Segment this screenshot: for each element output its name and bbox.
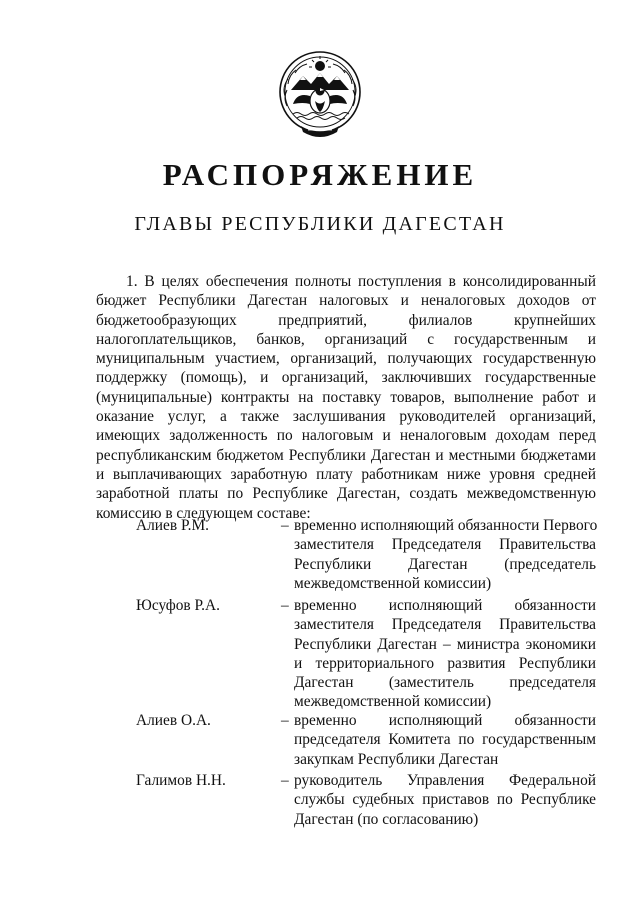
member-position-line: заместителя Председателя Правительства (294, 536, 596, 554)
member-dash: – (281, 712, 289, 729)
member-position-line: и территориального развития Республики (294, 654, 596, 672)
member-name: Юсуфов Р.А. (136, 597, 220, 614)
member-position-line: Республики Дагестан (председатель (294, 555, 596, 573)
member-position (294, 596, 596, 712)
member-name: Алиев О.А. (136, 712, 211, 729)
member-position-line: руководитель Управления Федеральной (294, 772, 596, 789)
member-position-line: Дагестан (по согласованию) (294, 810, 479, 828)
member-position-line: председателя Комитета по государственным (294, 731, 596, 749)
document-subtitle: ГЛАВЫ РЕСПУБЛИКИ ДАГЕСТАН (134, 213, 506, 235)
order-paragraph: 1. В целях обеспечения полноты поступления в консолидированный бюджет Республики Дагестан налоговых и неналоговых доходов от бюджетообразующих предприятий, филиалов крупнейших налогоплательщиков, банков, организаций с государственным и муниципальным участием, организаций, получающих государственную поддержку (помощь), и организаций, заключивших государственные (муниципальные) контракты на поставку товаров, выполнение работ и оказание услуг, а также заслушивания руководителей организаций, имеющих задолженность по налоговым и неналоговым доходам перед республиканским бюджетом Республики Дагестан и местными бюджетами и выплачивающих заработную плату работникам ниже уровня средней заработной платы по Республике Дагестан, создать межведомственную комиссию в следующем составе: (96, 273, 596, 522)
member-position (294, 516, 596, 593)
member-position-line: временно исполняющий обязанности (294, 712, 596, 729)
member-position-line: Дагестан (заместитель председателя (294, 674, 596, 692)
member-position-line: межведомственной комиссии) (294, 574, 492, 592)
document-title: РАСПОРЯЖЕНИЕ (162, 157, 478, 192)
member-dash: – (281, 517, 289, 534)
member-dash: – (281, 597, 289, 614)
member-name: Галимов Н.Н. (136, 772, 226, 789)
member-position-line: межведомственной комиссии) (294, 693, 492, 711)
member-position-line: службы судебных приставов по Республике (294, 791, 596, 809)
member-position-line: Республики Дагестан – министра экономики (294, 635, 596, 653)
member-name: Алиев Р.М. (136, 517, 209, 534)
member-position-line: временно исполняющий обязанности Первого (294, 517, 598, 534)
member-position-line: временно исполняющий обязанности (294, 597, 596, 614)
member-position-line: закупкам Республики Дагестан (294, 750, 499, 768)
member-position-line: заместителя Председателя Правительства (294, 616, 596, 634)
dagestan-coat-of-arms-emblem (275, 46, 365, 142)
member-dash: – (281, 772, 289, 789)
member-position (294, 771, 596, 829)
member-position (294, 711, 596, 769)
